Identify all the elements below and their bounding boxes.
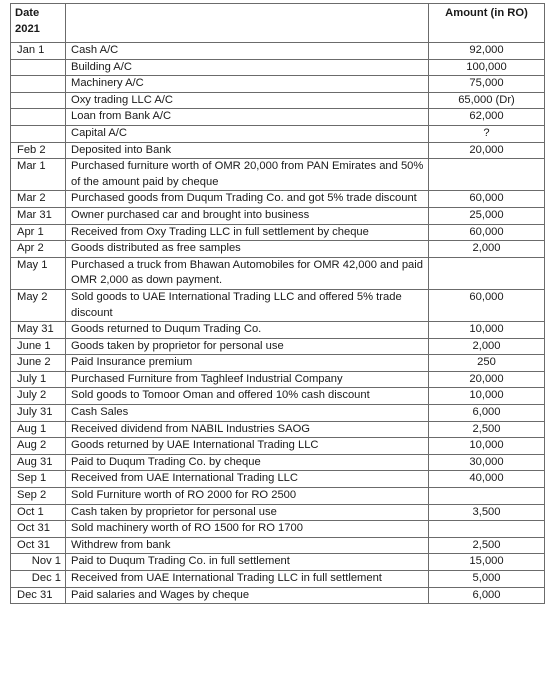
row-amount: 92,000 (429, 43, 545, 60)
table-row (11, 371, 545, 388)
row-amount: 40,000 (429, 471, 545, 488)
row-amount: 10,000 (429, 322, 545, 339)
transactions-table (10, 3, 545, 604)
transactions-body (11, 43, 545, 604)
row-amount: 20,000 (429, 142, 545, 159)
table-row (11, 59, 545, 76)
row-amount: 2,000 (429, 241, 545, 258)
row-amount: 2,500 (429, 421, 545, 438)
row-description: Purchased furniture worth of OMR 20,000 from PAN Emirates and 50% of the amount paid by cheque (66, 159, 429, 191)
row-amount: 3,500 (429, 504, 545, 521)
row-date (11, 59, 66, 76)
row-amount: 30,000 (429, 454, 545, 471)
row-amount: 250 (429, 355, 545, 372)
row-amount: 6,000 (429, 405, 545, 422)
table-row (11, 537, 545, 554)
row-amount: 25,000 (429, 207, 545, 224)
table-row (11, 521, 545, 538)
row-date: Mar 1 (11, 159, 66, 191)
row-date: Aug 1 (11, 421, 66, 438)
table-row (11, 109, 545, 126)
row-date: July 31 (11, 405, 66, 422)
row-description: Cash A/C (66, 43, 429, 60)
table-row (11, 142, 545, 159)
row-date: Sep 2 (11, 488, 66, 505)
row-date: May 1 (11, 257, 66, 289)
row-date: July 1 (11, 371, 66, 388)
table-row (11, 388, 545, 405)
transactions-sheet (10, 3, 544, 604)
row-description: Sold goods to Tomoor Oman and offered 10% cash discount (66, 388, 429, 405)
table-row (11, 554, 545, 571)
row-date: Mar 31 (11, 207, 66, 224)
table-row (11, 355, 545, 372)
row-date (11, 92, 66, 109)
row-description: Goods returned to Duqum Trading Co. (66, 322, 429, 339)
row-amount (429, 159, 545, 191)
row-description: Paid salaries and Wages by cheque (66, 587, 429, 604)
row-date: Dec 31 (11, 587, 66, 604)
row-amount (429, 257, 545, 289)
row-description: Cash Sales (66, 405, 429, 422)
row-amount: 10,000 (429, 438, 545, 455)
table-row (11, 587, 545, 604)
table-row (11, 438, 545, 455)
row-amount: ? (429, 125, 545, 142)
row-date: Oct 31 (11, 521, 66, 538)
row-description: Deposited into Bank (66, 142, 429, 159)
row-amount: 2,500 (429, 537, 545, 554)
row-amount (429, 521, 545, 538)
table-row (11, 241, 545, 258)
table-row (11, 504, 545, 521)
row-date: Aug 2 (11, 438, 66, 455)
row-amount: 60,000 (429, 224, 545, 241)
row-description: Purchased a truck from Bhawan Automobiles for OMR 42,000 and paid OMR 2,000 as down payment. (66, 257, 429, 289)
row-date (11, 76, 66, 93)
row-description: Goods distributed as free samples (66, 241, 429, 258)
table-row (11, 454, 545, 471)
table-row (11, 571, 545, 588)
table-row (11, 92, 545, 109)
row-date: Oct 31 (11, 537, 66, 554)
table-row (11, 159, 545, 191)
row-amount: 20,000 (429, 371, 545, 388)
row-description: Sold machinery worth of RO 1500 for RO 1700 (66, 521, 429, 538)
row-amount: 100,000 (429, 59, 545, 76)
row-description: Oxy trading LLC A/C (66, 92, 429, 109)
table-row (11, 76, 545, 93)
table-row (11, 125, 545, 142)
row-description: Loan from Bank A/C (66, 109, 429, 126)
table-header-row (11, 4, 545, 43)
row-date: May 2 (11, 289, 66, 321)
table-row (11, 338, 545, 355)
year-header-label: 2021 (15, 22, 40, 35)
amount-column-header: Amount (in RO) (429, 4, 545, 43)
row-date: May 31 (11, 322, 66, 339)
date-header-label: Date (15, 7, 40, 19)
row-date: Dec 1 (11, 571, 66, 588)
row-description: Paid to Duqum Trading Co. in full settlement (66, 554, 429, 571)
table-row (11, 471, 545, 488)
row-amount: 60,000 (429, 191, 545, 208)
row-date: Apr 1 (11, 224, 66, 241)
row-amount: 65,000 (Dr) (429, 92, 545, 109)
row-amount: 2,000 (429, 338, 545, 355)
row-description: Received from UAE International Trading LLC in full settlement (66, 571, 429, 588)
row-amount: 75,000 (429, 76, 545, 93)
table-row (11, 257, 545, 289)
row-date: June 2 (11, 355, 66, 372)
row-amount: 5,000 (429, 571, 545, 588)
row-date: Oct 1 (11, 504, 66, 521)
table-row (11, 224, 545, 241)
row-description: Purchased Furniture from Taghleef Industrial Company (66, 371, 429, 388)
row-description: Received from Oxy Trading LLC in full settlement by cheque (66, 224, 429, 241)
row-date: Mar 2 (11, 191, 66, 208)
row-amount: 60,000 (429, 289, 545, 321)
row-amount: 15,000 (429, 554, 545, 571)
table-row (11, 191, 545, 208)
table-row (11, 488, 545, 505)
row-description: Received dividend from NABIL Industries SAOG (66, 421, 429, 438)
row-date: Jan 1 (11, 43, 66, 60)
date-column-header (11, 4, 66, 43)
row-date (11, 109, 66, 126)
row-date: Nov 1 (11, 554, 66, 571)
row-description: Building A/C (66, 59, 429, 76)
row-amount: 62,000 (429, 109, 545, 126)
row-description: Goods returned by UAE International Trading LLC (66, 438, 429, 455)
row-description: Cash taken by proprietor for personal use (66, 504, 429, 521)
table-row (11, 405, 545, 422)
row-description: Purchased goods from Duqum Trading Co. and got 5% trade discount (66, 191, 429, 208)
row-description: Machinery A/C (66, 76, 429, 93)
row-description: Received from UAE International Trading LLC (66, 471, 429, 488)
row-description: Sold goods to UAE International Trading LLC and offered 5% trade discount (66, 289, 429, 321)
row-date: June 1 (11, 338, 66, 355)
row-date (11, 125, 66, 142)
row-date: July 2 (11, 388, 66, 405)
row-description: Paid Insurance premium (66, 355, 429, 372)
table-row (11, 289, 545, 321)
row-amount (429, 488, 545, 505)
row-date: Sep 1 (11, 471, 66, 488)
row-amount: 6,000 (429, 587, 545, 604)
table-row (11, 421, 545, 438)
row-amount: 10,000 (429, 388, 545, 405)
row-description: Owner purchased car and brought into business (66, 207, 429, 224)
row-description: Withdrew from bank (66, 537, 429, 554)
row-description: Sold Furniture worth of RO 2000 for RO 2500 (66, 488, 429, 505)
table-row (11, 207, 545, 224)
row-description: Paid to Duqum Trading Co. by cheque (66, 454, 429, 471)
row-description: Goods taken by proprietor for personal use (66, 338, 429, 355)
table-row (11, 322, 545, 339)
row-description: Capital A/C (66, 125, 429, 142)
description-column-header (66, 4, 429, 43)
row-date: Feb 2 (11, 142, 66, 159)
row-date: Apr 2 (11, 241, 66, 258)
table-row (11, 43, 545, 60)
row-date: Aug 31 (11, 454, 66, 471)
